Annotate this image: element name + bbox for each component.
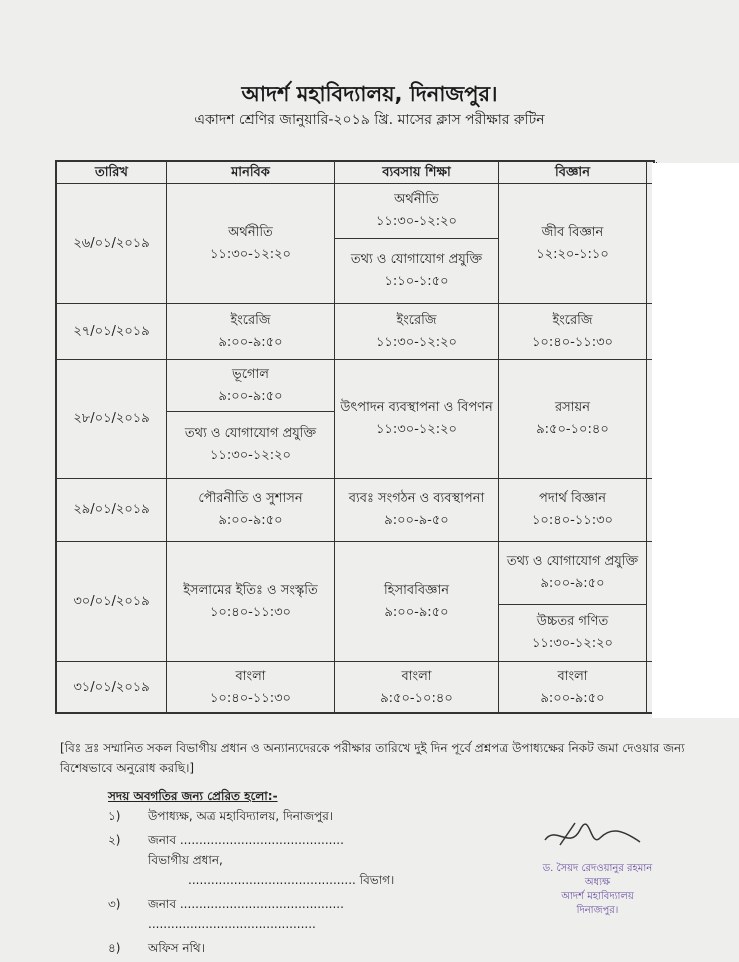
item-text xyxy=(148,938,205,958)
item-line: জনাব ........................................... xyxy=(148,833,344,847)
exam-time: ৯:৫০-১০:৪০ xyxy=(536,422,609,437)
exam-time: ১০:৪০-১১:৩০ xyxy=(209,604,291,620)
exam-time: ১১:৩০-১২:২০ xyxy=(209,448,292,463)
subject-cell xyxy=(499,360,647,479)
exam-time: ১১:৩০-১২:২০ xyxy=(375,422,458,437)
date-cell xyxy=(57,360,167,479)
subject-cell xyxy=(335,360,499,479)
item-number: ৩) xyxy=(108,897,121,911)
exam-time: ১১:৩০-১২:২০ xyxy=(531,636,614,651)
subject-name: ইংরেজি xyxy=(552,312,593,328)
exam-time: ৯:০০-৯:৫০ xyxy=(218,513,283,528)
white-overlay xyxy=(652,163,739,718)
distribution-item xyxy=(108,806,468,826)
subject-cell xyxy=(335,239,499,304)
exam-time: ১২:২০-১:১০ xyxy=(536,246,609,262)
date-cell xyxy=(57,542,167,662)
item-number: ২) xyxy=(108,833,121,847)
subject-name: তথ্য ও যোগাযোগ প্রযুক্তি xyxy=(350,252,483,267)
subject-name: ইসলামের ইতিঃ ও সংস্কৃতি xyxy=(183,582,318,598)
date-text: ২৭/০১/২০১৯ xyxy=(73,323,150,339)
stamp-designation: অধ্যক্ষ xyxy=(584,877,611,888)
item-line: বিভাগীয় প্রধান, xyxy=(148,853,223,867)
subject-cell xyxy=(167,662,335,714)
subject-cell xyxy=(499,479,647,542)
exam-time: ৯:০০-৯:৫০ xyxy=(540,576,605,591)
exam-time: ৯:০০-৯:৫০ xyxy=(218,334,283,350)
date-cell xyxy=(57,304,167,360)
subject-name: বাংলা xyxy=(401,668,432,684)
exam-time: ৯:০০-৯:৫০ xyxy=(218,388,283,404)
subject-name: অর্থনীতি xyxy=(228,224,273,240)
subject-cell xyxy=(167,360,335,412)
subject-cell xyxy=(335,479,499,542)
exam-time: ৯:০০-৯:৫০ xyxy=(384,604,449,620)
date-cell xyxy=(57,662,167,714)
date-text: ২৯/০১/২০১৯ xyxy=(73,502,150,517)
exam-time: ৯:০০-৯-৫০ xyxy=(384,513,449,528)
header-label: তারিখ xyxy=(95,164,128,180)
stamp-college: আদর্শ মহাবিদ্যালয় xyxy=(561,891,634,902)
exam-time: ১০:৪০-১১:৩০ xyxy=(209,690,291,706)
subject-name: বাংলা xyxy=(557,668,588,684)
subject-cell xyxy=(499,662,647,714)
date-cell xyxy=(57,479,167,542)
item-number: ৪) xyxy=(108,941,121,955)
exam-time: ১১:৩০-১২:২০ xyxy=(209,246,292,262)
header-cell xyxy=(499,162,647,184)
principal-stamp xyxy=(525,862,670,918)
date-text: ৩১/০১/২০১৯ xyxy=(73,679,150,695)
item-text xyxy=(148,830,394,890)
exam-routine-table xyxy=(55,160,655,714)
item-number: ১) xyxy=(108,809,121,823)
item-line: উপাধ্যক্ষ, অত্র মহাবিদ্যালয়, দিনাজপুর। xyxy=(148,809,334,823)
subject-name: ব্যবঃ সংগঠন ও ব্যবস্থাপনা xyxy=(348,491,485,506)
subject-cell xyxy=(499,304,647,360)
subject-cell xyxy=(167,412,335,479)
subject-name: ইংরেজি xyxy=(396,312,437,328)
item-line: ............................................ xyxy=(148,917,316,931)
subject-cell xyxy=(335,304,499,360)
distribution-item xyxy=(108,894,468,934)
date-text: ২৬/০১/২০১৯ xyxy=(73,235,150,251)
header-cell xyxy=(57,162,167,184)
item-line: অফিস নথি। xyxy=(148,941,205,955)
subject-cell xyxy=(335,662,499,714)
exam-time: ১০:৪০-১১:৩০ xyxy=(531,513,613,528)
exam-time: ১১:৩০-১২:২০ xyxy=(375,214,458,229)
subject-cell xyxy=(167,184,335,304)
subject-name: ইংরেজি xyxy=(230,312,271,328)
date-text: ২৮/০১/২০১৯ xyxy=(73,411,150,426)
subject-name: উচ্চতর গণিত xyxy=(536,614,609,629)
subject-name: পদার্থ বিজ্ঞান xyxy=(539,491,606,506)
college-title: আদর্শ মহাবিদ্যালয়, দিনাজপুর। xyxy=(241,82,498,106)
item-text xyxy=(148,894,344,934)
subject-cell xyxy=(335,184,499,239)
header-label: মানবিক xyxy=(231,164,270,180)
exam-time: ৯:৫০-১০:৪০ xyxy=(380,690,453,706)
item-line: জনাব ........................................... xyxy=(148,897,344,911)
subject-name: অর্থনীতি xyxy=(394,192,439,207)
distribution-item xyxy=(108,938,468,958)
subject-cell xyxy=(335,542,499,662)
subject-name: উৎপাদন ব্যবস্থাপনা ও বিপণন xyxy=(340,400,493,415)
subject-name: পৌরনীতি ও সুশাসন xyxy=(198,491,303,506)
routine-subtitle: একাদশ শ্রেণির জানুয়ারি-২০১৯ খ্রি. মাসের ক্লাস পরীক্ষার রুটিন xyxy=(194,112,545,128)
subject-name: তথ্য ও যোগাযোগ প্রযুক্তি xyxy=(506,554,639,569)
subject-cell xyxy=(167,304,335,360)
subject-name: বাংলা xyxy=(235,668,266,684)
subject-cell xyxy=(167,479,335,542)
header-cell xyxy=(167,162,335,184)
subject-name: জীব বিজ্ঞান xyxy=(541,224,604,240)
exam-time: ৯:০০-৯:৫০ xyxy=(540,690,605,706)
subject-name: হিসাববিজ্ঞান xyxy=(383,582,450,598)
subject-name: রসায়ন xyxy=(555,400,590,415)
distribution-list xyxy=(108,806,468,962)
note: [বিঃ দ্রঃ সম্মানিত সকল বিভাগীয় প্রধান ও অন্যান্যদেরকে পরীক্ষার তারিখে দুই দিন পূর্বে প্রশ্নপত্র উপাধ্যক্ষের নিকট জমা দেওয়ার জন্য বিশেষভাবে অনুরোধ করছি।] xyxy=(60,741,685,775)
date-cell xyxy=(57,184,167,304)
exam-time: ১০:৪০-১১:৩০ xyxy=(531,334,613,350)
subject-cell xyxy=(499,184,647,304)
exam-time: ১১:৩০-১২:২০ xyxy=(375,334,458,350)
stamp-location: দিনাজপুর। xyxy=(576,905,619,916)
subject-name: ভূগোল xyxy=(232,366,269,382)
header-cell xyxy=(335,162,499,184)
item-line: ............................................ বিভাগ। xyxy=(188,873,395,887)
item-text xyxy=(148,806,333,826)
distribution-item xyxy=(108,830,468,890)
exam-time: ১:১০-১:৫০ xyxy=(384,274,449,289)
header-label: ব্যবসায় শিক্ষা xyxy=(382,164,451,180)
subject-cell xyxy=(499,542,647,605)
date-text: ৩০/০১/২০১৯ xyxy=(73,593,150,609)
subject-cell xyxy=(499,605,647,662)
subject-name: তথ্য ও যোগাযোগ প্রযুক্তি xyxy=(184,426,317,441)
header-label: বিজ্ঞান xyxy=(555,164,590,180)
distribution-heading: সদয় অবগতির জন্য প্রেরিত হলো:- xyxy=(108,789,278,803)
subject-cell xyxy=(167,542,335,662)
stamp-name: ড. সৈয়দ রেদওয়ানুর রহমান xyxy=(542,863,653,874)
signature xyxy=(540,820,650,850)
